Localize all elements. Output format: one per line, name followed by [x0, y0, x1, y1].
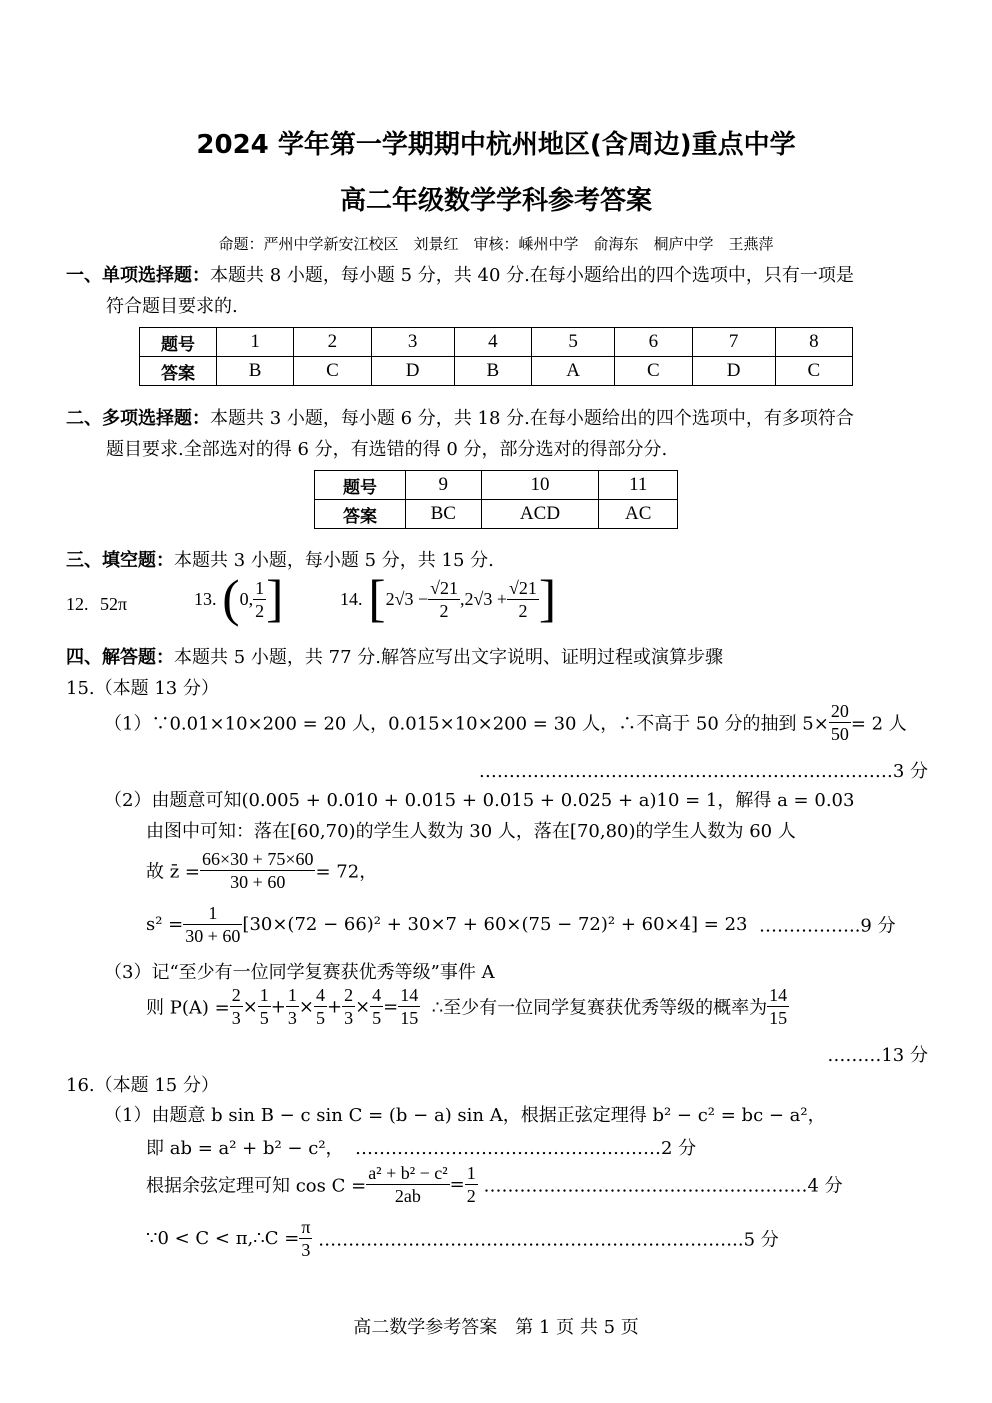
- section-1-heading: [66, 261, 854, 287]
- table-cell: B: [217, 357, 294, 386]
- section-3-label: 三、填空题：: [66, 550, 174, 571]
- section-3-text: 本题共 3 小题，每小题 5 分，共 15 分.: [174, 550, 494, 571]
- answer-13: 13. (0, $\frac{1}{2}$ ]: [194, 570, 284, 628]
- table-cell: C: [775, 357, 852, 386]
- q15-part2-d: s² = $\frac{1}{30 + 60}$ [30×(72 − 66)² + 30×7 + 60×(75 − 72)² + 60×4] = 23 ……………..9 分: [146, 903, 896, 946]
- q16-part1-b: 即 ab = a² + b² − c²， ……………………………………………2 分: [146, 1138, 697, 1159]
- q15-score-13: ………13 分: [827, 1045, 928, 1066]
- probability-expression: [230, 985, 421, 1028]
- table-cell: C: [615, 357, 692, 386]
- section-4-text: 本题共 5 小题，共 77 分.解答应写出文字说明、证明过程或演算步骤: [174, 647, 723, 668]
- q16-part1-d: ∵0 < C < π,∴C = $\frac{\pi}{3}$ ……………………………………………………………..5 分: [146, 1217, 779, 1260]
- row-label: 答案: [140, 357, 217, 386]
- q15-part1: （1）∵0.01×10×200 = 20 人，0.015×10×200 = 30 人，∴不高于 50 分的抽到 5× $\frac{20}{50}$ = 2 人: [104, 701, 907, 744]
- table-cell: 8: [775, 328, 852, 357]
- table-cell: AC: [599, 500, 678, 529]
- section-3-heading: [66, 546, 494, 572]
- table-cell: 11: [599, 471, 678, 500]
- answer-14: 14. [2√3 − $\frac{√21}{2}$ ,2√3 + $\frac{√21}{2}$ ]: [340, 570, 557, 628]
- q15-part3: （3）记“至少有一位同学复赛获优秀等级”事件 A: [104, 962, 495, 983]
- answer-table-2: [314, 470, 678, 529]
- q16-score-4: ………………………………………………4 分: [483, 1175, 843, 1197]
- table-cell: D: [371, 357, 454, 386]
- q15-part2: （2）由题意可知(0.005 + 0.010 + 0.015 + 0.015 + 0.025 + a)10 = 1，解得 a = 0.03: [104, 790, 855, 811]
- page-footer: 高二数学参考答案 第 1 页 共 5 页: [353, 1317, 639, 1338]
- table-cell: 5: [532, 328, 615, 357]
- table-cell: D: [692, 357, 775, 386]
- fraction: $\frac{1}{3}$: [287, 985, 297, 1028]
- q15-part3-b: 则 P(A) = $\frac{2}{3}$ × $\frac{1}{5}$ + $\frac{1}{3}$ × $\frac{4}{5}$ + $\frac{2}{3}$ × $\frac{4}{5}$ = $\frac{14}{15}$ ∴至少有一位同学复赛获优秀等级的概率为 $\frac{14}{15}$: [146, 985, 788, 1028]
- q16-score-5: ……………………………………………………………..5 分: [318, 1229, 779, 1251]
- section-1-text-2: 符合题目要求的.: [106, 296, 238, 317]
- table-cell: 10: [481, 471, 599, 500]
- table-cell: 2: [294, 328, 371, 357]
- fraction: $\frac{14}{15}$: [400, 985, 419, 1028]
- fraction: $\frac{1}{5}$: [259, 985, 269, 1028]
- table-cell: 6: [615, 328, 692, 357]
- q16-heading: 16.（本题 15 分）: [66, 1075, 219, 1096]
- table-cell: 9: [406, 471, 482, 500]
- answer-table-1: [139, 327, 853, 386]
- section-4-label: 四、解答题：: [66, 647, 174, 668]
- q15-heading: 15.（本题 13 分）: [66, 678, 219, 699]
- table-cell: A: [532, 357, 615, 386]
- table-row: [140, 357, 853, 386]
- table-row: [315, 500, 678, 529]
- table-cell: ACD: [481, 500, 599, 529]
- table-cell: 3: [371, 328, 454, 357]
- q16-part1-c: 根据余弦定理可知 cos C = $\frac{\text{a² + b² − c²}}{2ab}$ = $\frac{1}{2}$ ………………………………………………4 分: [146, 1163, 843, 1206]
- table-cell: BC: [406, 500, 482, 529]
- table-cell: 4: [454, 328, 531, 357]
- row-label: 题号: [140, 328, 217, 357]
- section-1-text: 本题共 8 小题，每小题 5 分，共 40 分.在每小题给出的四个选项中，只有一项是: [210, 265, 854, 286]
- table-cell: B: [454, 357, 531, 386]
- operator: +: [326, 996, 343, 1017]
- fraction: $\frac{2}{3}$: [344, 985, 354, 1028]
- operator: =: [383, 996, 399, 1017]
- section-1-label: 一、单项选择题：: [66, 265, 210, 286]
- row-label: 答案: [315, 500, 406, 529]
- fraction: $\frac{4}{5}$: [372, 985, 382, 1028]
- document-subtitle: 高二年级数学学科参考答案: [339, 186, 652, 216]
- operator: ×: [355, 996, 371, 1017]
- section-2-label: 二、多项选择题：: [66, 408, 210, 429]
- q15-part2-c: 故 z̄ = $\frac{66\times 30 + 75\times 60}{30 + 60}$ = 72，: [146, 849, 378, 892]
- q16-part1: （1）由题意 b sin B − c sin C = (b − a) sin A，根据正弦定理得 b² − c² = bc − a²，: [104, 1105, 826, 1126]
- q15-score-3: ……………………………………………………………3 分: [478, 761, 928, 782]
- row-label: 题号: [315, 471, 406, 500]
- authors-line: 命题：严州中学新安江校区 刘景红 审核：嵊州中学 俞海东 桐庐中学 王燕萍: [218, 235, 774, 253]
- fraction: $\frac{2}{3}$: [231, 985, 241, 1028]
- operator: ×: [298, 996, 314, 1017]
- fraction: $\frac{4}{5}$: [315, 985, 325, 1028]
- q15-score-9: ……………..9 分: [758, 915, 896, 937]
- section-2-heading: [66, 404, 854, 430]
- section-2-text: 本题共 3 小题，每小题 6 分，共 18 分.在每小题给出的四个选项中，有多项符合: [210, 408, 854, 429]
- table-row: [315, 471, 678, 500]
- operator: ×: [242, 996, 258, 1017]
- operator: +: [270, 996, 286, 1017]
- answer-12: 12. 52π: [66, 594, 128, 614]
- table-cell: 7: [692, 328, 775, 357]
- table-cell: C: [294, 357, 371, 386]
- section-2-text-2: 题目要求.全部选对的得 6 分，有选错的得 0 分，部分选对的得部分分.: [106, 439, 668, 460]
- table-cell: 1: [217, 328, 294, 357]
- q16-score-2: ……………………………………………2 分: [355, 1138, 697, 1159]
- q15-part2-b: 由图中可知：落在[60,70)的学生人数为 30 人，落在[70,80)的学生人数为 60 人: [146, 821, 796, 842]
- table-row: [140, 328, 853, 357]
- section-4-heading: [66, 643, 723, 669]
- document-title: 2024 学年第一学期期中杭州地区(含周边)重点中学: [196, 130, 796, 160]
